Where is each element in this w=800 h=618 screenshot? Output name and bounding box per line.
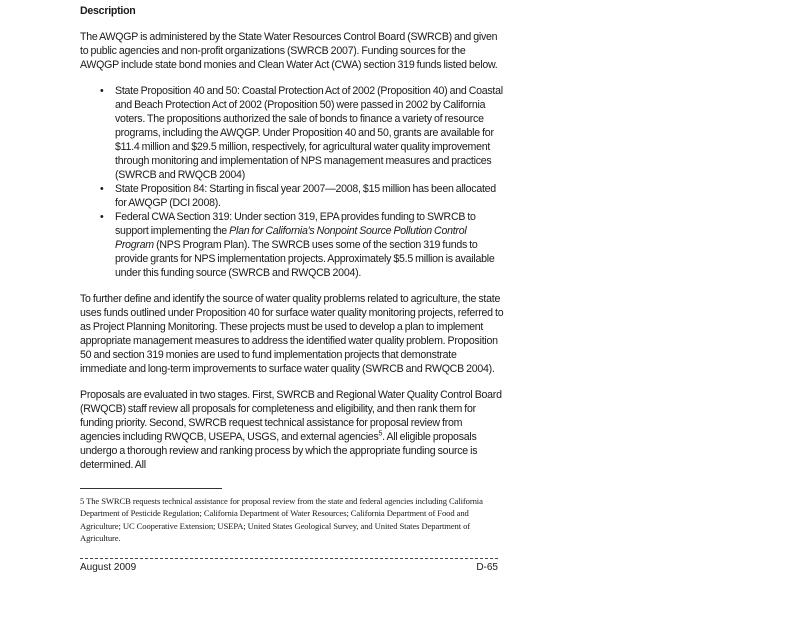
footnote-ref[interactable]: 5 [378,430,383,438]
page-footer [80,562,498,584]
text: Proposals are evaluated in two stages. First, SWRCB and Regional Water Quality Control Board (RWQCB) staff review all proposals for completeness and eligibility, and then rank them for funding priority. Second, SWRCB request technical assistance for proposal review from agencies including RWQCB, USEPA, USGS, and external agencies [80,389,502,443]
footer-date: August 2009 [80,562,137,574]
text: . All eligible proposals undergo a thorough review and ranking process by which the appropriate funding source is determined. All [80,431,478,471]
footnote-divider [80,488,222,489]
text: (NPS Program Plan). The SWRCB uses some of the section 319 funds to provide grants for NPS implementation projects. Approximately $5.5 million is available under this funding source (SWRCB and RWQCB 2004). [115,239,495,279]
list-item: • State Proposition 84: Starting in fiscal year 2007—2008, $15 million has been allocated for AWQGP (DCI 2008). [115,182,504,210]
footnote: 5 The SWRCB requests technical assistance for proposal review from the state and federal agencies including California Department of Pesticide Regulation; California Department of Water Resources; California Department of Food and Agriculture; UC Cooperative Extension; USEPA; United States Geological Survey, and United States Department of Agriculture. [80,496,483,543]
paragraph-monitoring: To further define and identify the source of water quality problems related to agriculture, the state uses funds outlined under Proposition 40 for surface water quality monitoring projects, referred to as Project Planning Monitoring. These projects must be used to develop a plan to implement appropriate management measures to address the identified water quality problem. Proposition 50 and section 319 monies are used to fund implementation projects that demonstrate immediate and long-term improvements to surface water quality (SWRCB and RWQCB 2004). [80,293,504,375]
paragraph-intro: The AWQGP is administered by the State Water Resources Control Board (SWRCB) and given to public agencies and non-profit organizations (SWRCB 2007). Funding sources for the AWQGP include state bond monies and Clean Water Act (CWA) section 319 funds listed below. [80,31,498,71]
section-heading: Description [80,5,136,17]
document-body [80,4,504,472]
plan-title: Plan for California's Nonpoint Source Pollution Control Program [115,225,467,251]
page-sheet [80,0,504,584]
text: Federal CWA Section 319: Under section 319, EPA provides funding to SWRCB to support implementing the [115,211,476,237]
list-item [115,210,504,280]
funding-sources-list [80,84,504,280]
paragraph-evaluation [80,388,504,472]
footer-divider [80,558,498,559]
page-number: D-65 [476,562,498,574]
list-item: • State Proposition 40 and 50: Coastal Protection Act of 2002 (Proposition 40) and Coastal and Beach Protection Act of 2002 (Proposition 50) were passed in 2002 by California voters. The propositions authorized the sale of bonds to finance a variety of resource programs, including the AWQGP. Under Proposition 40 and 50, grants are available for $11.4 million and $29.5 million, respectively, for agricultural water quality improvement through monitoring and implementation of NPS management measures and practices (SWRCB and RWQCB 2004) [115,84,504,182]
